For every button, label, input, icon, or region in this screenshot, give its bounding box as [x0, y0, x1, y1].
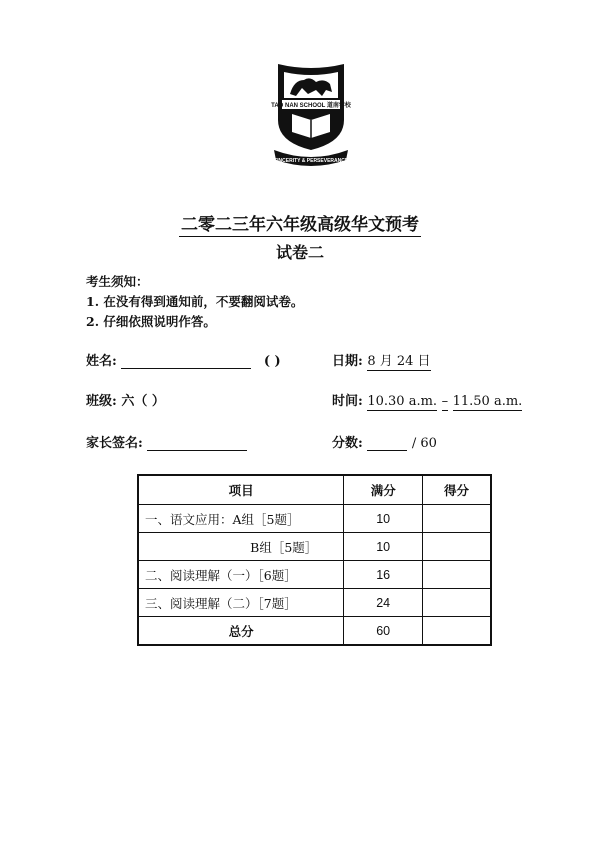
table-row — [138, 589, 491, 617]
parent-signature-line[interactable] — [147, 450, 247, 451]
note-item: 1. 在没有得到通知前，不要翻阅试卷。 — [86, 294, 304, 309]
row-full-marks: 10 — [344, 533, 423, 561]
svg-text:TAO NAN SCHOOL 道南学校: TAO NAN SCHOOL 道南学校 — [271, 103, 351, 109]
row-item: 一、语文应用：A组［5题］ — [138, 505, 344, 533]
score-table — [137, 474, 492, 646]
index-paren: ( ) — [263, 354, 281, 369]
row-score-cell[interactable] — [423, 561, 491, 589]
total-full-marks: 60 — [344, 617, 423, 646]
row-item: 三、阅读理解（二）［7题］ — [138, 589, 344, 617]
row-full-marks: 10 — [344, 505, 423, 533]
total-label: 总分 — [138, 617, 344, 646]
time-end: 11.50 a.m. — [452, 394, 523, 409]
exam-title: 二零二三年六年级高级华文预考 — [181, 215, 419, 235]
time-dash: – — [441, 394, 449, 409]
time-field — [332, 390, 522, 409]
class-field: 班级: 六（ ） — [86, 394, 165, 409]
row-item: B组［5题］ — [138, 533, 344, 561]
row-full-marks: 16 — [344, 561, 423, 589]
name-line[interactable] — [121, 368, 251, 369]
date-field — [332, 350, 431, 369]
name-label: 姓名: — [86, 354, 117, 369]
date-value: 8 月 24 日 — [367, 354, 431, 369]
school-crest-logo — [268, 58, 354, 170]
row-score-cell[interactable] — [423, 533, 491, 561]
score-field — [332, 432, 437, 451]
parent-signature-field — [86, 432, 247, 451]
score-total: / 60 — [411, 436, 437, 451]
table-row — [138, 533, 491, 561]
row-item: 二、阅读理解（一）［6题］ — [138, 561, 344, 589]
header-full-marks: 满分 — [344, 475, 423, 505]
score-label: 分数: — [332, 436, 363, 451]
exam-subtitle: 试卷二 — [275, 243, 324, 262]
table-total-row — [138, 617, 491, 646]
time-start: 10.30 a.m. — [367, 394, 438, 409]
row-score-cell[interactable] — [423, 589, 491, 617]
date-label: 日期: — [332, 354, 363, 369]
row-full-marks: 24 — [344, 589, 423, 617]
row-score-cell[interactable] — [423, 505, 491, 533]
table-header-row — [138, 475, 491, 505]
table-row — [138, 505, 491, 533]
note-item: 2. 仔细依照说明作答。 — [86, 314, 216, 329]
time-label: 时间: — [332, 394, 363, 409]
name-field — [86, 350, 281, 369]
header-item: 项目 — [138, 475, 344, 505]
score-line[interactable] — [367, 450, 407, 451]
parent-signature-label: 家长签名: — [86, 436, 143, 451]
table-row — [138, 561, 491, 589]
candidate-notes — [86, 272, 303, 332]
notes-heading: 考生须知： — [86, 274, 149, 289]
header-score: 得分 — [423, 475, 491, 505]
total-score-cell[interactable] — [423, 617, 491, 646]
svg-text:SINCERITY & PERSEVERANCE: SINCERITY & PERSEVERANCE — [273, 158, 349, 164]
